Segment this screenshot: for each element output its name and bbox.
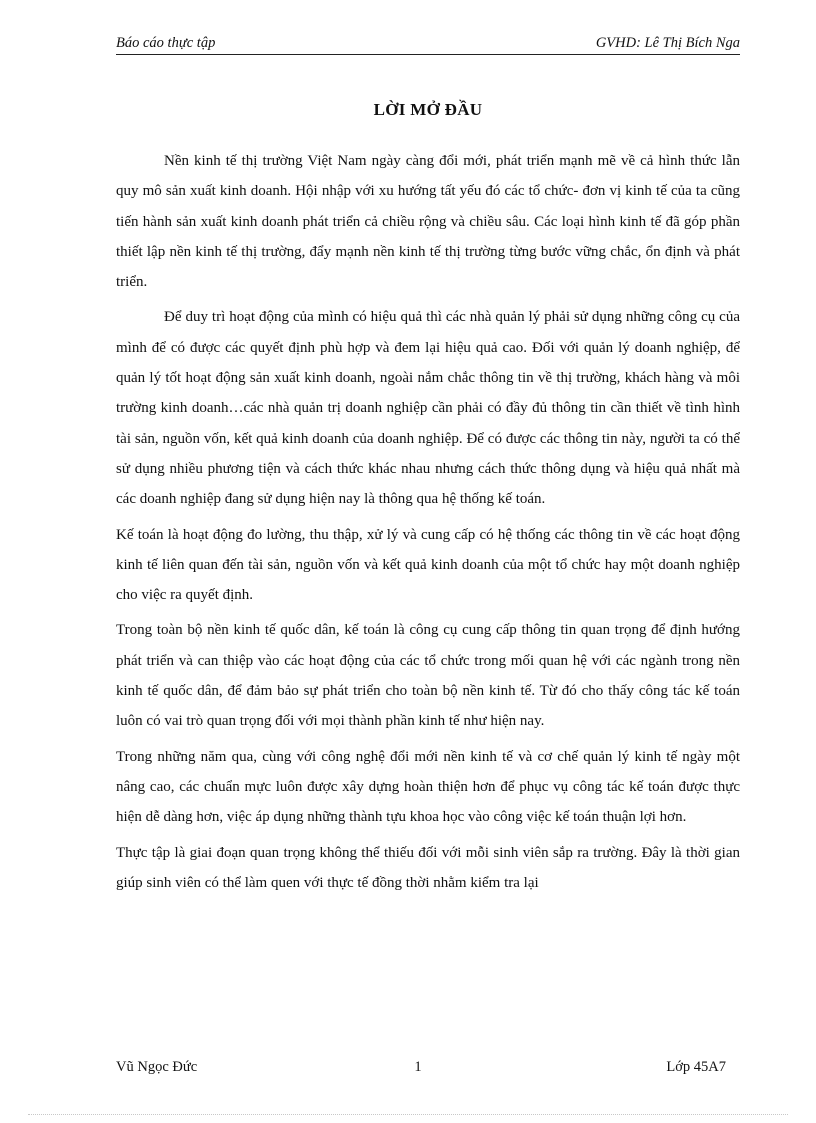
document-title: LỜI MỞ ĐẦU — [373, 100, 483, 119]
footer-class: Lớp 45A7 — [666, 1059, 726, 1075]
page-footer — [116, 1056, 740, 1078]
page-header — [116, 34, 740, 55]
footer-page-number: 1 — [414, 1059, 422, 1075]
paragraph-6: Thực tập là giai đoạn quan trọng không thể thiếu đối với mỗi sinh viên sắp ra trường. Đây là thời gian giúp sinh viên có thể làm quen với thực tế đồng thời nhằm kiểm tra lại — [116, 844, 740, 891]
page-boundary-divider — [28, 1114, 788, 1115]
paragraph-5: Trong những năm qua, cùng với công nghệ đổi mới nền kinh tế và cơ chế quản lý kinh tế ngày một nâng cao, các chuẩn mực luôn được xây dựng hoàn thiện hơn để phục vụ công tác kế toán được thực hiện dễ dàng hơn, việc áp dụng những thành tựu khoa học vào công việc kế toán thuận lợi hơn. — [116, 748, 740, 826]
header-supervisor-label: GVHD: Lê Thị Bích Nga — [595, 35, 740, 51]
paragraph-3: Kế toán là hoạt động đo lường, thu thập, xử lý và cung cấp có hệ thống các thông tin về các hoạt động kinh tế liên quan đến tài sản, nguồn vốn và kết quả kinh doanh của một tổ chức hay một doanh nghiệp cho việc ra quyết định. — [116, 526, 740, 604]
document-body — [116, 146, 740, 903]
paragraph-1: Nền kinh tế thị trường Việt Nam ngày càng đổi mới, phát triển mạnh mẽ về cả hình thức lẫn quy mô sản xuất kinh doanh. Hội nhập với xu hướng tất yếu đó các tổ chức- đơn vị kinh tế của ta cũng tiến hành sản xuất kinh doanh phát triển cả chiều rộng và chiều sâu. Các loại hình kinh tế đã góp phần thiết lập nền kinh tế thị trường, đẩy mạnh nền kinh tế thị trường từng bước vững chắc, ổn định và phát triển. — [116, 153, 740, 291]
header-report-label: Báo cáo thực tập — [116, 35, 216, 51]
paragraph-2: Để duy trì hoạt động của mình có hiệu quả thì các nhà quản lý phải sử dụng những công cụ của mình để có được các quyết định phù hợp và đem lại hiệu quả cao. Đối với quản lý doanh nghiệp, để quản lý tốt hoạt động sản xuất kinh doanh, ngoài nắm chắc thông tin về thị trường, khách hàng và môi trường kinh doanh…các nhà quản trị doanh nghiệp cần phải có đầy đủ thông tin cần thiết về tình hình tài sản, nguồn vốn, kết quả kinh doanh của doanh nghiệp. Để có được các thông tin này, người ta có thể sử dụng nhiều phương tiện và cách thức khác nhau nhưng cách thức thông dụng và hiệu quả nhất mà các doanh nghiệp đang sử dụng hiện nay là thông qua hệ thống kế toán. — [116, 309, 740, 508]
footer-author: Vũ Ngọc Đức — [116, 1059, 198, 1075]
paragraph-4: Trong toàn bộ nền kinh tế quốc dân, kế toán là công cụ cung cấp thông tin quan trọng để định hướng phát triển và can thiệp vào các hoạt động của các tổ chức trong mối quan hệ với các ngành trong nền kinh tế quốc dân, để đảm bảo sự phát triển cho toàn bộ nền kinh tế. Từ đó cho thấy công tác kế toán luôn có vai trò quan trọng đối với mọi thành phần kinh tế như hiện nay. — [116, 622, 740, 730]
